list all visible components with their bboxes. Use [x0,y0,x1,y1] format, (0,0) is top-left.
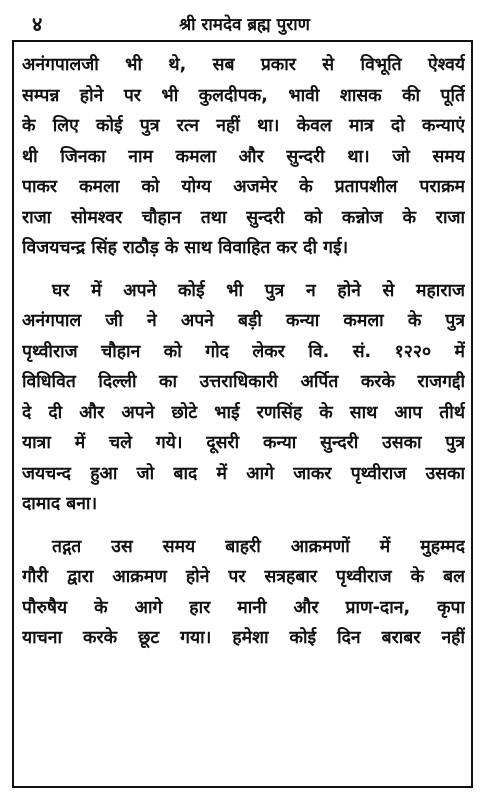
text-line: याचना करके छूट गया। हमेशा कोई दिन बराबर नहीं [22,628,465,648]
text-line: दे दी और अपने छोटे भाई रणसिंह के साथ आप तीर्थ [22,402,465,423]
paragraph-gap [22,520,465,532]
text-frame [12,40,473,788]
text-line: अनंगपाल जी ने अपने बड़ी कन्या कमला के पुत्र [22,311,465,331]
book-title: श्री रामदेव ब्रह्म पुराण [179,15,310,35]
text-line: घर में अपने कोई भी पुत्र न होने से महाराज [52,280,465,301]
text-line: पौरुषैय के आगे हार मानी और प्राण-दान, कृपा [22,597,465,618]
text-line: के लिए कोई पुत्र रत्न नहीं था। केवल मात्र दो कन्याएं [22,116,465,136]
text-line: पृथ्वीराज चौहान को गोद लेकर वि. सं. १२२० में [22,341,465,362]
body-text [22,50,465,654]
text-line: सम्पन्न होने पर भी कुलदीपक, भावी शासक की पूर्ति [22,85,465,106]
text-line: तद्गत उस समय बाहरी आक्रमणों में मुहम्मद [52,536,465,557]
text-line: दामाद बना। [22,494,98,514]
text-line: राजा सोमश्वर चौहान तथा सुन्दरी को कन्नोज के राजा [22,207,465,228]
page-number: ४ [32,12,43,36]
text-line: यात्रा में चले गये। दूसरी कन्या सुन्दरी उसका पुत्र [22,433,465,453]
text-line: जयचन्द हुआ जो बाद में आगे जाकर पृथ्वीराज उसका [22,463,465,484]
text-line: विधिवित दिल्ली का उत्तराधिकारी अर्पित करके राजगद्दी [22,372,465,392]
text-line: गौरी द्वारा आक्रमण होने पर सत्रहबार पृथ्वीराज के बल [22,567,465,587]
page-header [14,8,475,38]
paragraph-gap [22,264,465,276]
text-line: थी जिनका नाम कमला और सुन्दरी था। जो समय [22,146,465,167]
text-line: विजयचन्द्र सिंह राठौड़ के साथ विवाहित कर दी गई। [22,238,349,258]
text-line: अनंगपालजी भी थे, सब प्रकार से विभूति ऐश्वर्य [22,55,465,75]
text-line: पाकर कमला को योग्य अजमेर के प्रतापशील पराक्रम [22,177,465,197]
